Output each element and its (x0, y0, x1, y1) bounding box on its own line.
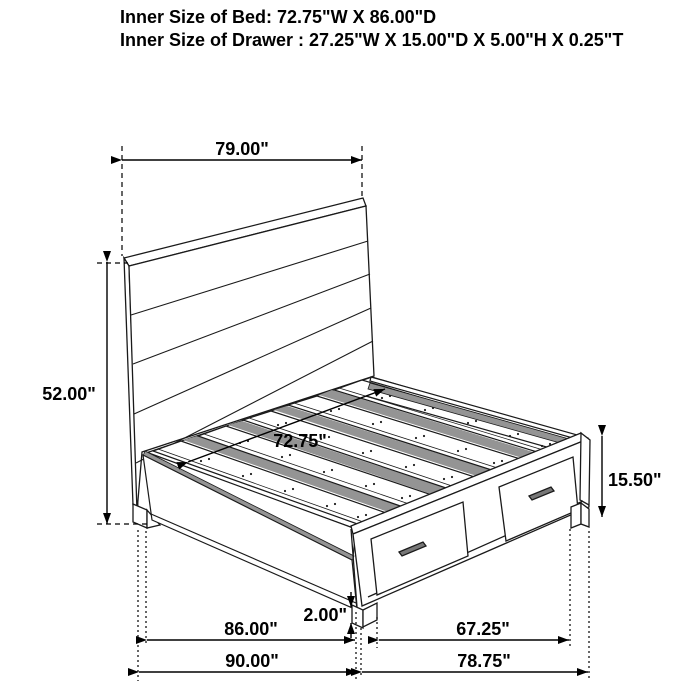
label-inner-depth: 86.00" (224, 619, 278, 639)
label-footboard-width: 78.75" (457, 651, 511, 671)
label-drawer-span: 67.25" (456, 619, 510, 639)
label-headboard-width: 79.00" (215, 139, 269, 159)
label-footboard-height: 15.50" (608, 470, 662, 490)
inner-size-of-drawer-text: Inner Size of Drawer : 27.25"W X 15.00"D X 5.00"H X 0.25"T (120, 30, 624, 50)
label-inner-width: 72.75" (273, 431, 327, 451)
footboard-right-cap (580, 433, 590, 505)
inner-size-note (120, 6, 623, 52)
label-leg-height: 2.00" (303, 605, 347, 625)
label-headboard-height: 52.00" (42, 384, 96, 404)
inner-size-of-bed-text: Inner Size of Bed: 72.75"W X 86.00"D (120, 7, 437, 27)
label-overall-depth: 90.00" (225, 651, 279, 671)
